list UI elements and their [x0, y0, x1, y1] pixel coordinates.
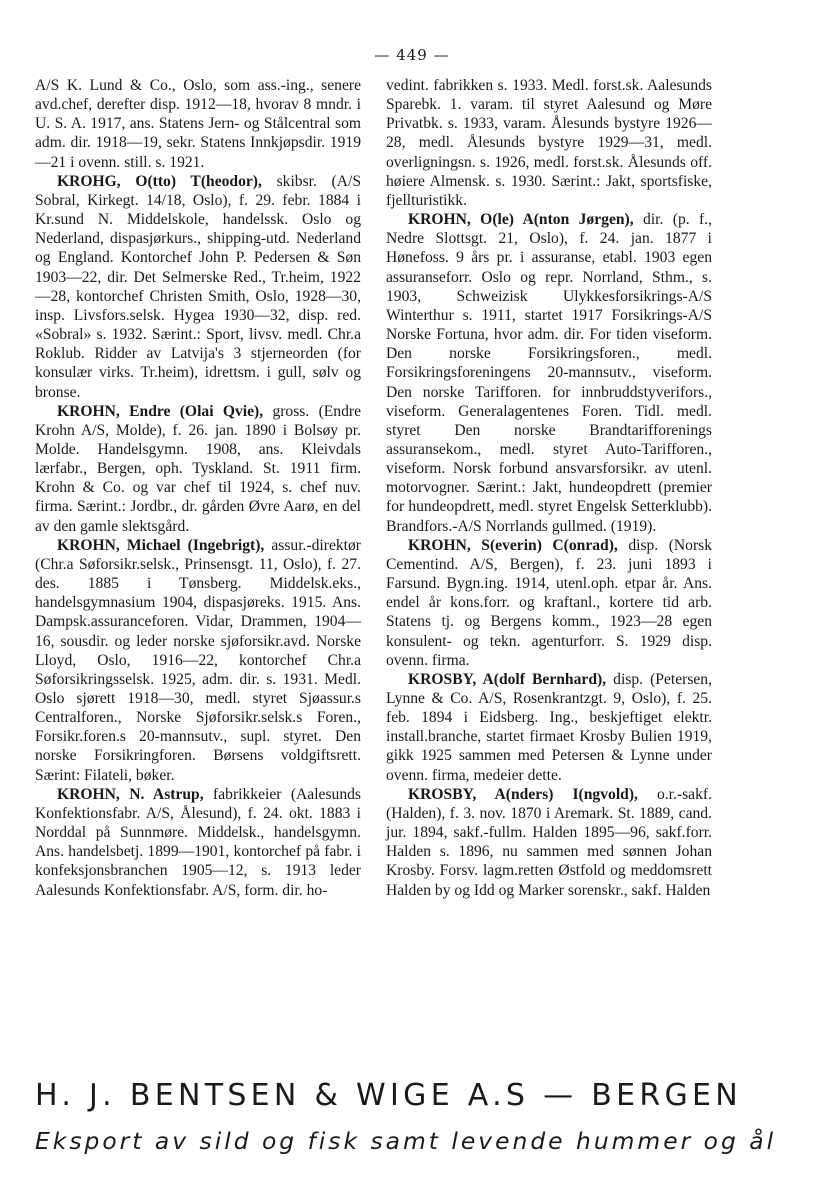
entry-krohn-astrup: KROHN, N. Astrup, fabrikkeier (Aalesunds Konfektionsfabr. A/S, Ålesund), f. 24. okt. 1883 i Norddal på Sunnmøre. Middelsk., handelsgymn. Ans. handelsbetj. 1899—1901, kontorchef på fabr. i konfeksjonsbranchen 1905—12, s. 1913 leder Aalesunds Konfektionsfabr. A/S, form. dir. ho-	[35, 785, 361, 899]
entry-krohn-endre: KROHN, Endre (Olai Qvie), gross. (Endre Krohn A/S, Molde), f. 26. jan. 1890 i Bolsøy pr. Molde. Handelsgymn. 1908, ans. Kleivdals lærfabr., Bergen, oph. Tyskland. St. 1911 firm. Krohn & Co. og var chef til 1924, s. chef nuv. firma. Særint.: Jordbr., dr. gården Øvre Aarø, en del av den gamle slektsgård.	[35, 402, 362, 535]
entry-krohg-otto: KROHG, O(tto) T(heodor), skibsr. (A/S Sobral, Kirkegt. 14/18, Oslo), f. 29. febr. 1884 i Kr.sund N. Middelskole, handelssk. Oslo og Nederland, dispasjørkurs., shipping-utd. Nederland og England. Kontorchef John P. Pedersen & Søn 1903—22, dir. Det Selmerske Red., Tr.heim, 1922—28, kontorchef Christen Smith, Oslo, 1928—30, insp. Livsfors.selsk. Hygea 1930—32, disp. red. «Sobral» s. 1932. Særint.: Sport, livsv. medl. Chr.a Roklub. Ridder av Latvija's 3 stjerneorden (for konsulær virks. Tr.heim), idrettsm. i gull, sølv og bronse.	[35, 172, 361, 401]
entry-krosby-adolf: KROSBY, A(dolf Bernhard), disp. (Petersen, Lynne & Co. A/S, Rosenkrantzgt. 9, Oslo), f. 25. feb. 1894 i Eidsberg. Ing., beskjeftiget elektr. install.branche, startet firmaet Krosby Bulien 1919, gikk 1925 sammen med Petersen & Lynne under ovenn. firma, medeier dette.	[386, 670, 713, 784]
entry-krohn-ole: KROHN, O(le) A(nton Jørgen), dir. (p. f., Nedre Slottsgt. 21, Oslo), f. 24. jan. 1877 i Hønefoss. 9 års pr. i assuranse, etabl. 1903 egen assuranseforr. Oslo og repr. Norrland, Sthm., s. 1903, Schweizisk Ulykkesforsikrings-A/S Winterthur s. 1911, startet 1917 Forsikrings-A/S Norske Fortuna, hvor adm. dir. For tiden viseform. Den norske Forsikringsforen., medl. Forsikringsforeningens 20-mannsutv., viseform. Den norske Tarifforen. for innbruddstyverifors., viseform. Generalagentenes Foren. Tidl. medl. styret Den norske Brandtarifforenings assuransekom., medl. styret Auto-Tarifforen., viseform. Norsk forbund ansvarsforsikr. av utenl. motorvogner. Særint.: Jakt, hundeopdrett (premier for hundeopdrett, medl. styret Engelsk Setterklubb). Brandfors.-A/S Norrlands gullmed. (1919).	[386, 211, 713, 535]
entry-continuation: A/S K. Lund & Co., Oslo, som ass.-ing., senere avd.chef, derefter disp. 1912—18, hvorav 8 mndr. i U. S. A. 1917, ans. Statens Jern- og Stålcentral som adm. dir. 1918—19, sekr. Statens Innkjøpsdir. 1919—21 i ovenn. still. s. 1921.	[35, 77, 361, 171]
entry-krosby-anders: KROSBY, A(nders) I(ngvold), o.r.-sakf. (Halden), f. 3. nov. 1870 i Aremark. St. 1889, cand. jur. 1894, sakf.-fullm. Halden 1895—96, sakf.forr. Halden s. 1896, nu sammen med sønnen Johan Krosby. Forsv. lagm.retten Østfold og meddomsrett Halden by og Idd og Marker sorenskr., sakf. Halden	[386, 785, 712, 899]
entry-continuation-right: vedint. fabrikken s. 1933. Medl. forst.sk. Aalesunds Sparebk. 1. varam. til styret Aalesund og Møre Privatbk. s. 1933, varam. Ålesunds bystyre 1926—28, medl. Ålesunds bystyre 1929—31, medl. overligningsn. s. 1926, medl. forst.sk. Ålesunds off. høiere Almensk. s. 1930. Særint.: Jakt, sportsfiske, fjellturistikk.	[386, 77, 712, 209]
left-column	[35, 76, 361, 900]
entry-krohn-severin: KROHN, S(everin) C(onrad), disp. (Norsk Cementind. A/S, Bergen), f. 23. juni 1893 i Farsund. Bygn.ing. 1914, utenl.oph. etpar år. Ans. endel år kons.forr. og kraftanl., kortere tid arb. Statens tj. og Bergens komm., 1923—28 egen konsulent- og tekn. agenturforr. S. 1929 disp. ovenn. firma.	[386, 536, 713, 669]
entry-krohn-michael: KROHN, Michael (Ingebrigt), assur.-direktør (Chr.a Søforsikr.selsk., Prinsensgt. 11, Oslo), f. 27. des. 1885 i Tønsberg. Middelsk.eks., handelsgymnasium 1904, dispasjøreks. 1915. Ans. Dampsk.assuranceforen. Vidar, Drammen, 1904—16, sousdir. og leder norske sjøforsikr.avd. Norske Lloyd, Oslo, 1916—22, kontorchef Chr.a Søforsikringsselsk. 1925, adm. dir. s. 1931. Medl. Oslo sjørett 1918—30, medl. styret Sjøassur.s Centralforen., Norske Sjøforsikr.selsk.s Foren., Forsikr.foren.s 20-mannsutv., supl. styret. Den norske Forsikringforen. Børsens voldgiftsrett. Særint: Filateli, bøker.	[35, 536, 361, 784]
right-column	[386, 76, 712, 900]
advertisement-tagline: Eksport av sild og fisk samt levende hummer og ål	[35, 1127, 777, 1155]
page-number: — 449 —	[374, 46, 450, 64]
advertisement-company: H. J. BENTSEN & WIGE A.S — BERGEN	[35, 1078, 743, 1113]
